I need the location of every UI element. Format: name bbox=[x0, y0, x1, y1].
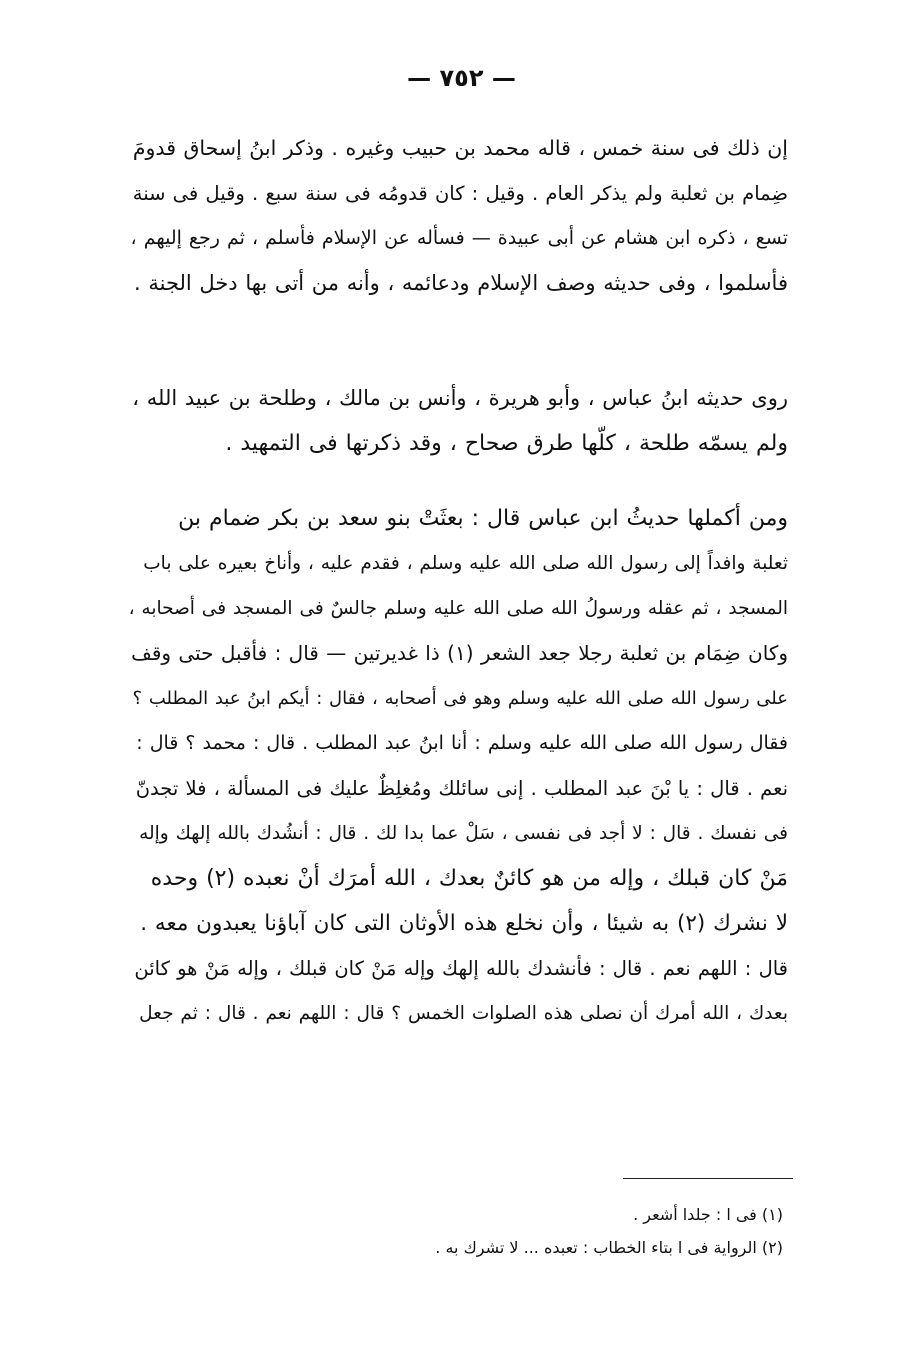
text-line: على رسول الله صلى الله عليه وسلم وهو فى أصحابه ، فقال : أيكم ابنُ عبد المطلب ؟ bbox=[132, 688, 788, 709]
text-line: قال : اللهم نعم . قال : فأنشدك بالله إلهك وإله مَنْ كان قبلك ، وإله مَنْ هو كائن bbox=[134, 957, 788, 980]
text-line: فقال رسول الله صلى الله عليه وسلم : أنا ابنُ عبد المطلب . قال : محمد ؟ قال : bbox=[136, 732, 788, 754]
text-line: مَنْ كان قبلك ، وإله من هو كائنٌ بعدك ، الله أمرَك أنْ نعبده (٢) وحده bbox=[150, 866, 788, 891]
text-line: نعم . قال : يا بْنَ عبد المطلب . إنى سائلك ومُغلِظٌ عليك فى المسألة ، فلا تجدنّ bbox=[135, 777, 788, 800]
text-line: إن ذلك فى سنة خمس ، قاله محمد بن حبيب وغيره . وذكر ابنُ إسحاق قدومَ bbox=[132, 136, 788, 160]
text-line: لا نشرك (٢) به شيئا ، وأن نخلع هذه الأوثان التى كان آباؤنا يعبدون معه . bbox=[140, 911, 788, 936]
text-line: ثعلبة وافداً إلى رسول الله صلى الله عليه وسلم ، فقدم عليه ، وأناخ بعيره على باب bbox=[143, 553, 788, 574]
text-line: فأسلموا ، وفى حديثه وصف الإسلام ودعائمه ، وأنه من أتى بها دخل الجنة . bbox=[134, 271, 788, 295]
paragraph-2 bbox=[128, 376, 788, 466]
text-line: المسجد ، ثم عقله ورسولُ الله صلى الله عليه وسلم جالسٌ فى المسجد فى أصحابه ، bbox=[128, 598, 788, 619]
paragraph-1 bbox=[128, 126, 788, 306]
text-line: وكان ضِمَام بن ثعلبة رجلا جعد الشعر (١) ذا غديرتين — قال : فأقبل حتى وقف bbox=[131, 641, 788, 665]
text-line: روى حديثه ابنُ عباس ، وأبو هريرة ، وأنس بن مالك ، وطلحة بن عبيد الله ، bbox=[132, 386, 788, 410]
footnote-2: (٢) الرواية فى ا بتاء الخطاب : تعبده ... لا تشرك به . bbox=[435, 1238, 783, 1257]
text-line: بعدك ، الله أمرك أن نصلى هذه الصلوات الخمس ؟ قال : اللهم نعم . قال : ثم جعل bbox=[139, 1003, 788, 1024]
text-line: تسع ، ذكره ابن هشام عن أبى عبيدة — فسأله عن الإسلام فأسلم ، ثم رجع إليهم ، bbox=[130, 227, 788, 249]
paragraph-3 bbox=[128, 496, 788, 1036]
text-line: ولم يسمّه طلحة ، كلّها طرق صحاح ، وقد ذكرتها فى التمهيد . bbox=[225, 431, 788, 456]
footnote-1: (١) فى ا : جلدا أشعر . bbox=[633, 1205, 783, 1224]
text-line: ضِمام بن ثعلبة ولم يذكر العام . وقيل : كان قدومُه فى سنة سبع . وقيل فى سنة bbox=[132, 182, 788, 205]
footnotes bbox=[283, 1198, 783, 1264]
page-number: — ٧٥٢ — bbox=[407, 64, 516, 92]
text-line: فى نفسك . قال : لا أجد فى نفسى ، سَلْ عما بدا لك . قال : أنشُدك بالله إلهك وإله bbox=[139, 823, 788, 844]
footnote-divider bbox=[623, 1178, 793, 1179]
text-line: ومن أكملها حديثُ ابن عباس قال : بعثَتْ بنو سعد بن بكر ضمام بن bbox=[178, 506, 788, 531]
